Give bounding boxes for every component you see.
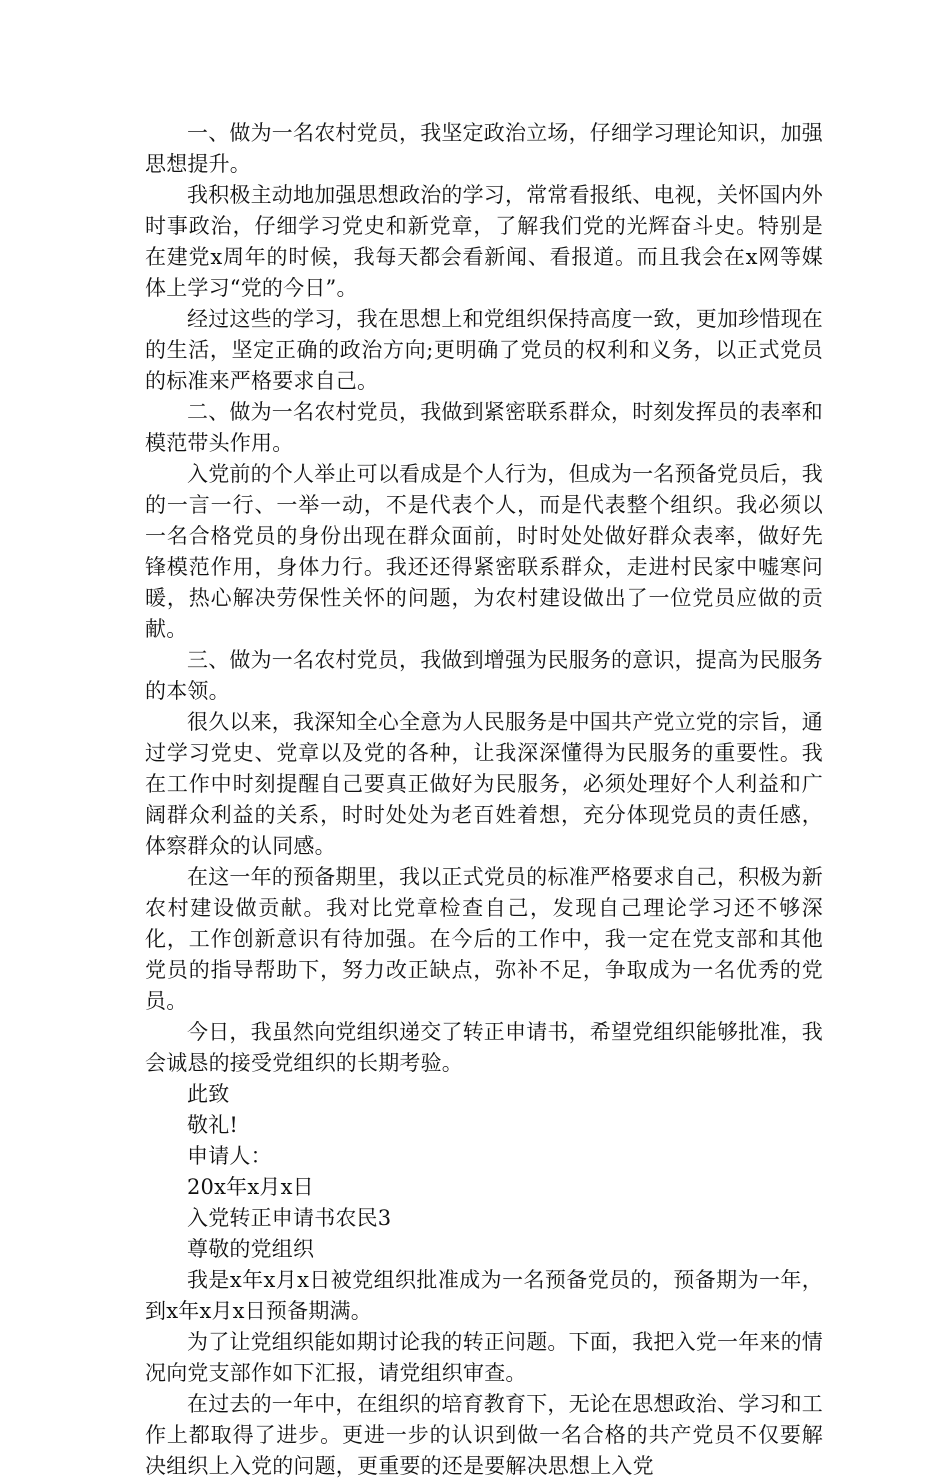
second-letter-greeting: 尊敬的党组织 <box>187 1237 315 1261</box>
second-letter-title: 入党转正申请书农民3 <box>187 1206 392 1230</box>
paragraph: 今日，我虽然向党组织递交了转正申请书，希望党组织能够批准，我会诚恳的接受党组织的长期考验。 <box>145 1020 823 1075</box>
document-body <box>145 118 823 1482</box>
applicant-label: 申请人： <box>187 1144 272 1168</box>
paragraph: 为了让党组织能如期讨论我的转正问题。下面，我把入党一年来的情况向党支部作如下汇报，请党组织审查。 <box>145 1330 823 1385</box>
paragraph: 在这一年的预备期里，我以正式党员的标准严格要求自己，积极为新农村建设做贡献。我对比党章检查自己，发现自己理论学习还不够深化，工作创新意识有待加强。在今后的工作中，我一定在党支部和其他党员的指导帮助下，努力改正缺点，弥补不足，争取成为一名优秀的党员。 <box>145 865 823 1013</box>
paragraph: 我积极主动地加强思想政治的学习，常常看报纸、电视，关怀国内外时事政治，仔细学习党史和新党章，了解我们党的光辉奋斗史。特别是在建党x周年的时候，我每天都会看新闻、看报道。而且我会在x网等媒体上学习“党的今日”。 <box>145 183 823 300</box>
paragraph: 二、做为一名农村党员，我做到紧密联系群众，时刻发挥员的表率和模范带头作用。 <box>145 400 823 455</box>
paragraph: 入党前的个人举止可以看成是个人行为，但成为一名预备党员后，我的一言一行、一举一动，不是代表个人，而是代表整个组织。我必须以一名合格党员的身份出现在群众面前，时时处处做好群众表率，做好先锋模范作用，身体力行。我还还得紧密联系群众，走进村民家中嘘寒问暖，热心解决劳保性关怀的问题，为农村建设做出了一位党员应做的贡献。 <box>145 462 823 641</box>
paragraph: 经过这些的学习，我在思想上和党组织保持高度一致，更加珍惜现在的生活，坚定正确的政治方向;更明确了党员的权利和义务，以正式党员的标准来严格要求自己。 <box>145 307 823 393</box>
paragraph: 一、做为一名农村党员，我坚定政治立场，仔细学习理论知识，加强思想提升。 <box>145 121 823 176</box>
closing-respect: 敬礼! <box>187 1113 239 1137</box>
letter-date: 20x年x月x日 <box>187 1175 314 1199</box>
closing-salutation: 此致 <box>187 1082 230 1106</box>
paragraph: 很久以来，我深知全心全意为人民服务是中国共产党立党的宗旨，通过学习党史、党章以及党的各种，让我深深懂得为民服务的重要性。我在工作中时刻提醒自己要真正做好为民服务，必须处理好个人利益和广阔群众利益的关系，时时处处为老百姓着想，充分体现党员的责任感，体察群众的认同感。 <box>145 710 823 858</box>
paragraph: 我是x年x月x日被党组织批准成为一名预备党员的，预备期为一年，到x年x月x日预备期满。 <box>145 1268 823 1323</box>
paragraph: 三、做为一名农村党员，我做到增强为民服务的意识，提高为民服务的本领。 <box>145 648 823 703</box>
paragraph: 在过去的一年中，在组织的培育教育下，无论在思想政治、学习和工作上都取得了进步。更进一步的认识到做一名合格的共产党员不仅要解决组织上入党的问题，更重要的还是要解决思想上入党 <box>145 1392 823 1478</box>
